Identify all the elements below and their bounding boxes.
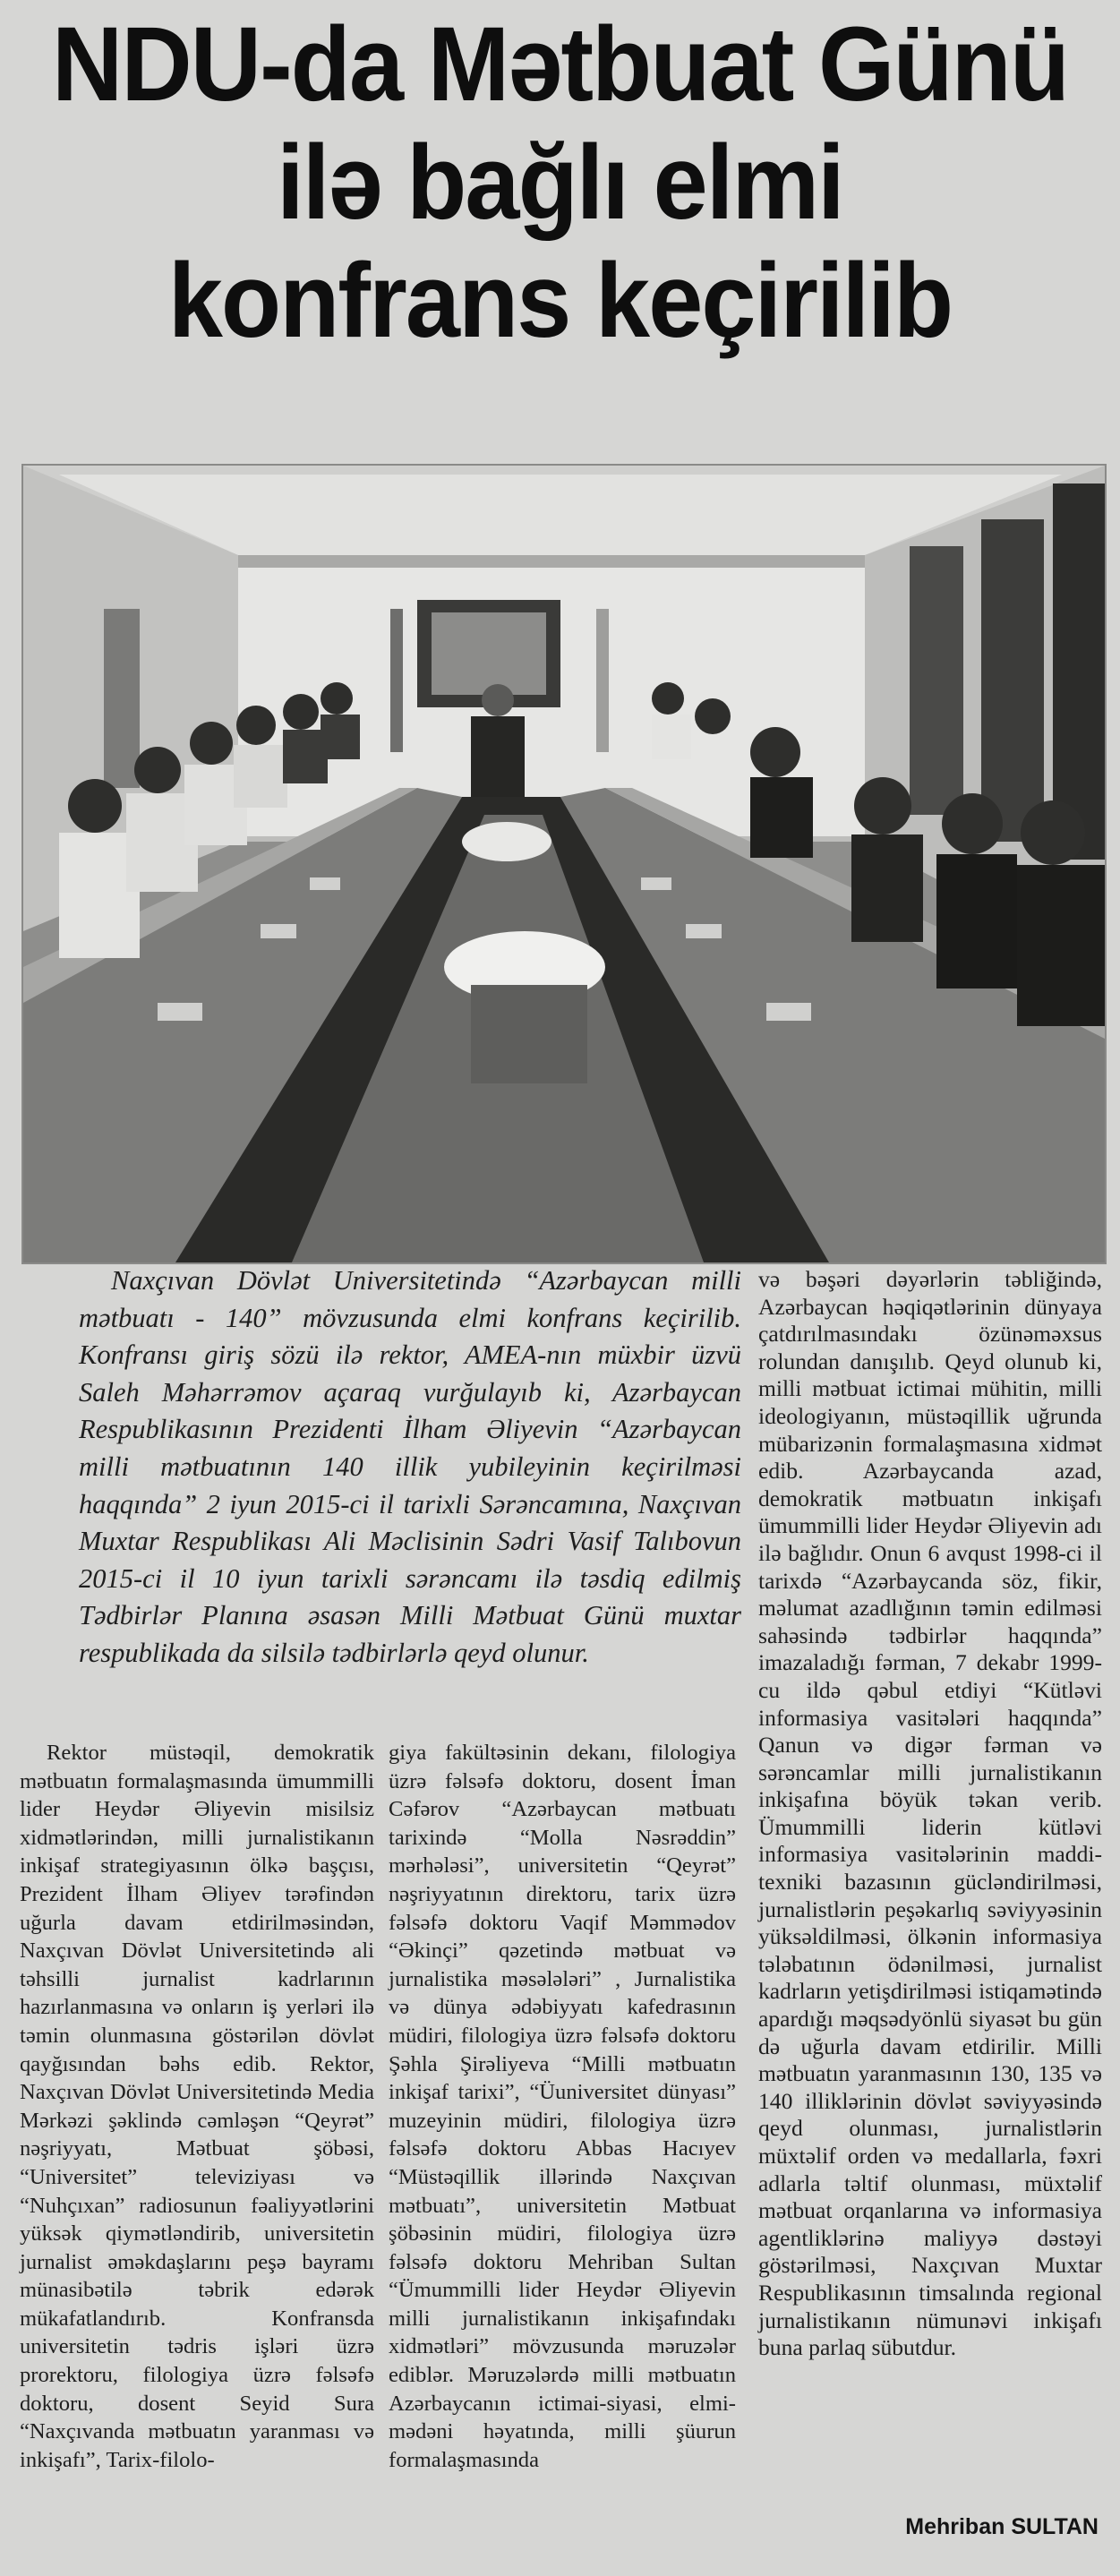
article-headline <box>39 5 1081 360</box>
lead-paragraph <box>79 1262 741 1673</box>
lead-text: Naxçıvan Dövlət Universitetində “Azərbaycan milli mətbuatı - 140” mövzusunda elmi konfrans keçirilib. Konfransı giriş sözü ilə rektor, AMEA-nın müxbir üzvü Saleh Məhərrəmov açaraq vurğulayıb ki, Azərbaycan Respublikasının Prezidenti İlham Əliyevin “Azərbaycan milli mətbuatının 140 illik yubileyinin keçirilməsi haqqında” 2 iyun 2015-ci il tarixli Sərəncamına, Naxçıvan Muxtar Respublikası Ali Məclisinin Sədri Vasif Talıbovun 2015-ci il 10 iyun tarixli sərəncamı ilə təsdiq edilmiş Tədbirlər Planına əsasən Milli Mətbuat Günü muxtar respublikada da silsilə tədbirlərlə qeyd olunur. <box>79 1265 741 1668</box>
headline-line-1: NDU-da Mətbuat Günü <box>51 5 1069 124</box>
headline-line-2: ilə bağlı elmi <box>277 124 843 242</box>
column-1-text: Rektor müstəqil, demokratik mətbuatın formalaşmasında ümummilli lider Heydər Əliyevin misilsiz xidmətlərindən, milli jurnalistikanın inkişaf strategiyasının ölkə başçısı, Prezident İlham Əliyev tərəfindən uğurla davam etdirilməsindən, Naxçıvan Dövlət Universitetində ali təhsilli jurnalist kadrlarının hazırlanmasına və onların iş yerləri ilə təmin olunmasına göstərilən dövlət qayğısından bəhs edib. Rektor, Naxçıvan Dövlət Universitetində Media Mərkəzi şəklində cəmləşən “Qeyrət” nəşriyyatı, Mətbuat şöbəsi, “Universitet” televiziyası və “Nuhçıxan” radiosunun fəaliyyətlərini yüksək qiymətləndirib, universitetin jurnalist əməkdaşlarını peşə bayramı münasibətilə təbrik edərək mükafatlandırıb. Konfransda universitetin tədris işləri üzrə prorektoru, filologiya üzrə fəlsəfə doktoru, dosent Seyid Sura “Naxçıvanda mətbuatın yaranması və inkişafı”, Tarix-filolo- <box>20 1741 374 2472</box>
column-2-text: giya fakültəsinin dekanı, filologiya üzrə fəlsəfə doktoru, dosent İman Cəfərov “Azərbaycan mətbuatı tarixində “Molla Nəsrəddin” mərhələsi”, universitetin “Qeyrət” nəşriyyatının direktoru, tarix üzrə fəlsəfə doktoru Vaqif Məmmədov “Əkinçi” qəzetində mətbuat və jurnalistika məsələləri” , Jurnalistika və dünya ədəbiyyatı kafedrasının müdiri, filologiya üzrə fəlsəfə doktoru Şəhla Şirəliyeva “Milli mətbuatın inkişaf tarixi”, “Üuniversitet dünyası” muzeyinin müdiri, filologiya üzrə fəlsəfə doktoru Abbas Hacıyev “Müstəqillik illərində Naxçıvan mətbuatı”, universitetin Mətbuat şöbəsinin müdiri, filologiya üzrə fəlsəfə doktoru Mehriban Sultan “Ümummilli lider Heydər Əliyevin milli jurnalistikanın inkişafındakı xidmətləri” mövzusunda məruzələr ediblər. Məruzələrdə milli mətbuatın Azərbaycanın ictimai-siyasi, elmi-mədəni həyatında, milli şüurun formalaşmasında <box>389 1741 736 2472</box>
article-column-3 <box>758 1266 1102 2362</box>
article-column-1 <box>20 1739 374 2474</box>
author-signature: Mehriban SULTAN <box>905 2514 1099 2539</box>
column-3-text: və bəşəri dəyərlərin təbliğində, Azərbaycan həqiqətlərinin dünyaya çatdırılmasındakı özünəməxsus rolundan danışılıb. Qeyd olunub ki, milli mətbuat ictimai mühitin, milli ideologiyanın, müstəqillik uğrunda mübarizənin formalaşmasına xidmət edib. Azərbaycanda azad, demokratik mətbuatın inkişafı ümummilli lider Heydər Əliyevin adı ilə bağlıdır. Onun 6 avqust 1998-ci il tarixdə “Azərbaycanda söz, fikir, məlumat azadlığının təmin edilməsi sahəsində tədbirlər haqqında” imazaladığı fərman, 7 dekabr 1999-cu ildə qəbul etdiyi “Kütləvi informasiya vasitələri haqqında” Qanun və digər fərman və sərəncamlar milli jurnalistikanın inkişafına böyük təkan verib. Ümummilli liderin kütləvi informasiya vasitələrinin maddi-texniki bazasının gücləndirilməsi, jurnalistlərin peşəkarlıq səviyyəsinin yüksəldilməsi, ölkənin informasiya tələbatının ödənilməsi, jurnalist kadrların yetişdirilməsi istiqamətində apardığı məqsədyönlü siyasət bu gün də uğurla davam etdirilir. Milli mətbuatın yaranmasının 130, 135 və 140 illiklərinin dövlət səviyyəsində qeyd olunması, jurnalistlərin müxtəlif orden və medallarla, fəxri adlarla təltif olunması, müxtəlif mətbuat orqanlarına və informasiya agentliklərinə maliyyə dəstəyi göstərilməsi, Naxçıvan Muxtar Respublikasının timsalında regional jurnalistikanın nümunəvi inkişafı buna parlaq sübutdur. <box>758 1266 1102 2361</box>
conference-photo <box>21 464 1107 1264</box>
article-column-2 <box>389 1739 736 2474</box>
headline-line-3: konfrans keçirilib <box>167 242 953 360</box>
